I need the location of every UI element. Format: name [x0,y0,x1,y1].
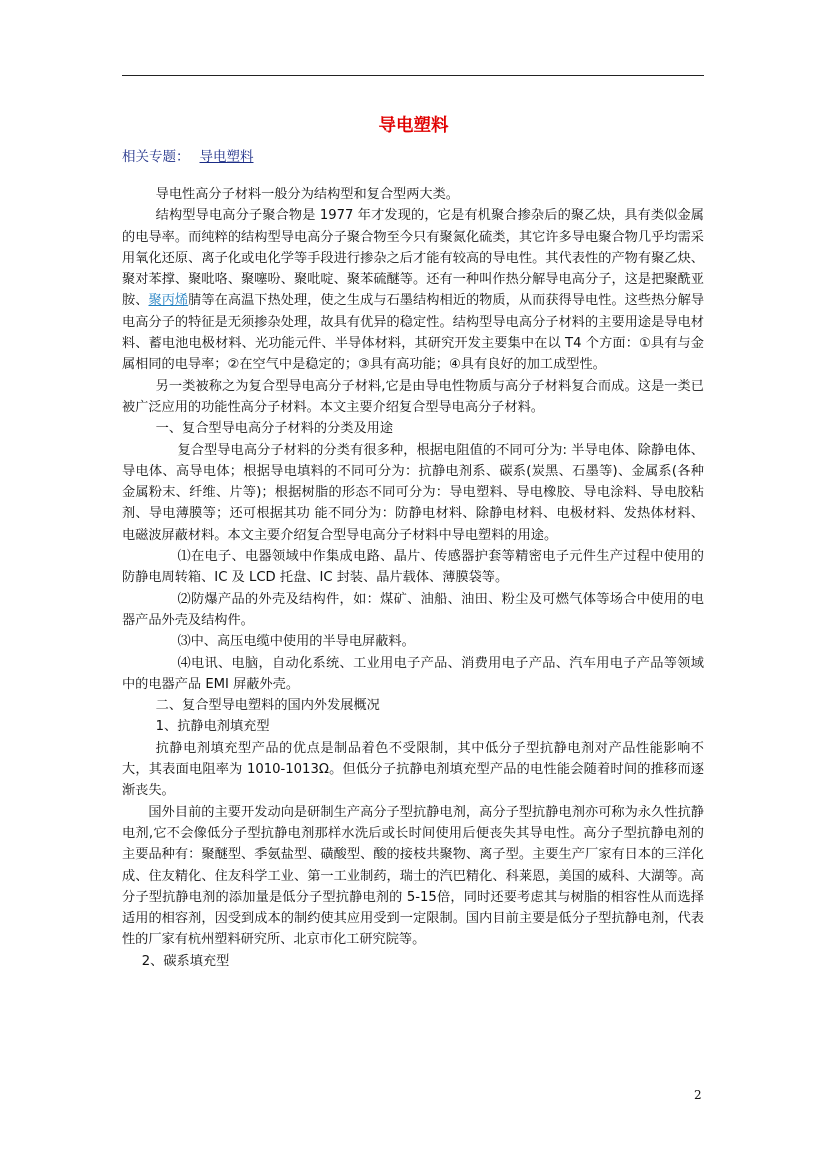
paragraph-foreign-development: 国外目前的主要开发动向是研制生产高分子型抗静电剂，高分子型抗静电剂亦可称为永久性抗静电剂,它不会像低分子型抗静电剂那样水洗后或长时间使用后便丧失其导电性。高分子型抗静电剂的主要品种有：聚醚型、季氨盐型、磺酸型、酸的接枝共聚物、离子型。主要生产厂家有日本的三洋化成、住友精化、住友科学工业、第一工业制药，瑞士的汽巴精化、科莱恩，美国的威科、大湖等。高分子型抗静电剂的添加量是低分子型抗静电剂的 5-15倍，同时还要考虑其与树脂的相容性从而选择适用的相容剂，因受到成本的制约使其应用受到一定限制。国内目前主要是低分子型抗静电剂，代表性的厂家有杭州塑料研究所、北京市化工研究院等。 [122,804,704,948]
heading-carbon: 2、碳系填充型 [141,953,230,969]
related-topic-link[interactable]: 导电塑料 [199,149,254,165]
document-title: 导电塑料 [378,116,449,136]
related-topic [122,145,254,165]
document-body [122,184,704,972]
header-rule [122,75,704,76]
page-number: 2 [694,1088,702,1102]
usage-item-2: ⑵防爆产品的外壳及结构件，如：煤矿、油船、油田、粉尘及可燃气体等场合中使用的电器产品外壳及结构件。 [122,591,704,628]
heading-classification: 一、复合型导电高分子材料的分类及用途 [155,421,394,437]
heading-antistatic: 1、抗静电剂填充型 [155,719,270,735]
paragraph-structural [122,205,704,375]
usage-item-1: ⑴在电子、电器领域中作集成电路、晶片、传感器护套等精密电子元件生产过程中使用的防静电周转箱、IC 及 LCD 托盘、IC 封装、晶片载体、薄膜袋等。 [122,549,704,586]
paragraph-composite: 另一类被称之为复合型导电高分子材料,它是由导电性物质与高分子材料复合而成。这是一类已被广泛应用的功能性高分子材料。本文主要介绍复合型导电高分子材料。 [122,378,704,415]
paragraph-classification: 复合型导电高分子材料的分类有很多种，根据电阻值的不同可分为: 半导电体、除静电体、导电体、高导电体；根据导电填料的不同可分为：抗静电剂系、碳系(炭黑、石墨等)、金属系(各种金属粉末、纤维、片等)；根据树脂的形态不同可分为：导电塑料、导电橡胶、导电涂料、导电胶粘剂、导电薄膜等；还可根据其功 能不同分为：防静电材料、除静电材料、电极材料、发热体材料、电磁波屏蔽材料。本文主要介绍复合型导电高分子材料中导电塑料的用途。 [122,442,704,543]
paragraph-antistatic: 抗静电剂填充型产品的优点是制品着色不受限制，其中低分子型抗静电剂对产品性能影响不大，其表面电阻率为 1010-1013Ω。但低分子抗静电剂填充型产品的电性能会随着时间的推移而逐渐丧失。 [122,740,704,799]
paragraph-intro: 导电性高分子材料一般分为结构型和复合型两大类。 [155,187,459,202]
paragraph-structural-text-b: 腈等在高温下热处理，使之生成与石墨结构相近的物质，从而获得导电性。这些热分解导电高分子的特征是无须掺杂处理，故具有优异的稳定性。结构型导电高分子材料的主要用途是导电材料、蓄电池电极材料、光功能元件、半导体材料，其研究开发主要集中在以 T4 个方面：①具有与金属相同的电导率；②在空气中是稳定的；③具有高功能；④具有良好的加工成型性。 [122,293,705,373]
usage-item-4: ⑷电讯、电脑，自动化系统、工业用电子产品、消费用电子产品、汽车用电子产品等领域中的电器产品 EMI 屏蔽外壳。 [122,655,704,692]
usage-item-3: ⑶中、高压电缆中使用的半导电屏蔽料。 [177,634,415,650]
heading-development: 二、复合型导电塑料的国内外发展概况 [155,698,380,714]
polypropylene-link[interactable]: 聚丙烯 [148,293,189,309]
paragraph-structural-text-a: 结构型导电高分子聚合物是 1977 年才发现的，它是有机聚合掺杂后的聚乙炔，具有类似金属的电导率。而纯粹的结构型导电高分子聚合物至今只有聚氮化硫类，其它许多导电聚合物几乎均需采用氧化还原、离子化或电化学等手段进行掺杂之后才能有较高的导电性。其代表性的产物有聚乙炔、聚对苯撑、聚吡咯、聚噻吩、聚吡啶、聚苯硫醚等。还有一种叫作热分解导电高分子，这是把聚酰亚胺、 [122,208,704,309]
related-topic-label: 相关专题： [122,149,190,165]
